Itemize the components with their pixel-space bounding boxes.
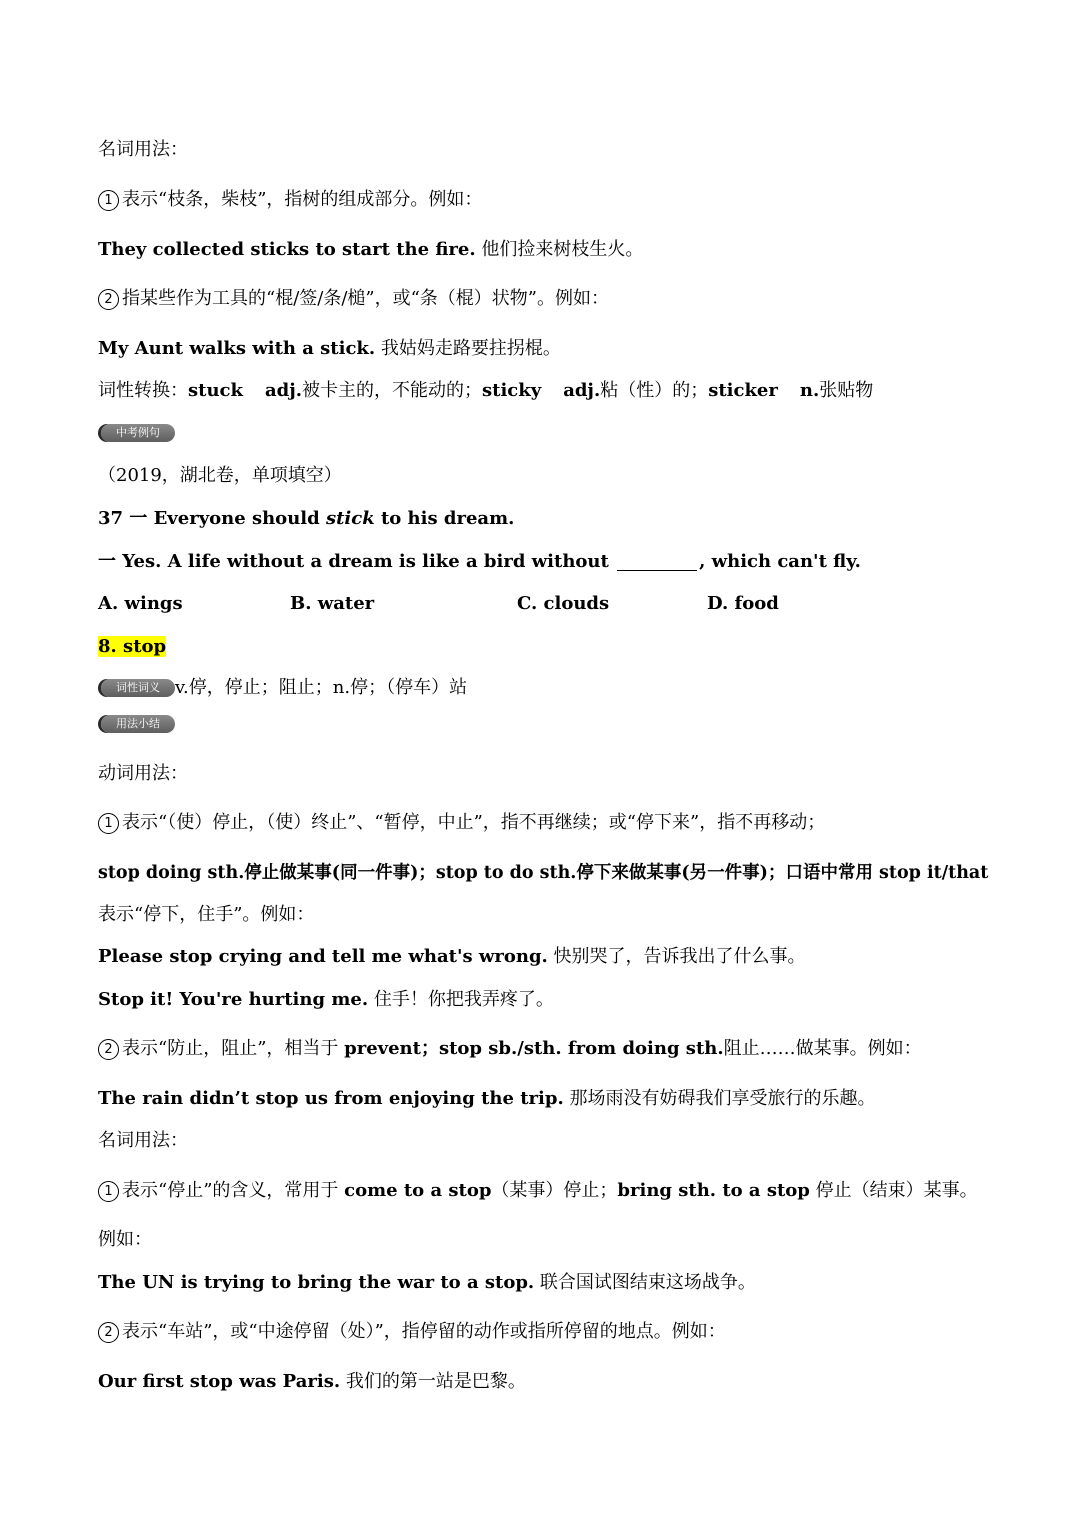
noun-usage-heading: 名词用法： [98, 139, 188, 160]
word-conversion: 词性转换：stuck adj.被卡主的，不能动的；sticky adj.粘（性）的；sticker n.张贴物 [98, 380, 874, 401]
circled-number-1: 1 [98, 1181, 119, 1202]
circled-number-1: 1 [98, 190, 119, 211]
question-source: （2019，湖北卷，单项填空） [98, 465, 342, 486]
noun-item-2: 2 指某些作为工具的“棍/签/条/槌”，或“条（棍）状物”。例如： [98, 287, 609, 311]
answer-options [0, 592, 1080, 616]
example-sentence: My Aunt walks with a stick. 我姑妈走路要拄拐棍。 [98, 338, 561, 359]
question-stem: 37 一 Everyone should stick to his dream. [98, 508, 515, 529]
circled-number-1: 1 [98, 813, 119, 834]
example-sentence: The rain didn’t stop us from enjoying the trip. 那场雨没有妨碍我们享受旅行的乐趣。 [98, 1088, 876, 1109]
example-label: 例如： [98, 1229, 152, 1250]
verb-item-2: 2 表示“防止，阻止”，相当于 prevent；stop sb./sth. from doing sth.阻止……做某事。例如： [98, 1037, 922, 1061]
question-answer-line: 一 Yes. A life without a dream is like a bird without , which can't fly. [98, 551, 861, 572]
usage-summary-badge: 用法小结 [101, 715, 175, 733]
option-a: A. wings [98, 593, 183, 614]
example-sentence: They collected sticks to start the fire. 他们捡来树枝生火。 [98, 239, 644, 260]
word-heading [98, 635, 166, 659]
circled-number-2: 2 [98, 289, 119, 310]
option-b: B. water [290, 593, 375, 614]
verb-item-1-detail: stop doing sth.停止做某事(同一件事)；stop to do sth.停下来做某事(另一件事)；口语中常用 stop it/that [98, 863, 989, 883]
example-sentence: Our first stop was Paris. 我们的第一站是巴黎。 [98, 1371, 526, 1392]
highlighted-word: 8. stop [98, 636, 167, 657]
noun-item-1b: 1 表示“停止”的含义，常用于 come to a stop（某事）停止；bring sth. to a stop 停止（结束）某事。 [98, 1179, 978, 1203]
option-c: C. clouds [517, 593, 610, 614]
example-sentence: Please stop crying and tell me what's wrong. 快别哭了，告诉我出了什么事。 [98, 946, 806, 967]
verb-item-1-note: 表示“停下，住手”。例如： [98, 904, 315, 925]
option-d: D. food [707, 593, 779, 614]
noun-item-1: 1 表示“枝条，柴枝”，指树的组成部分。例如： [98, 188, 482, 212]
verb-usage-heading: 动词用法： [98, 763, 188, 784]
part-of-speech-badge: 词性词义 [101, 679, 175, 697]
answer-blank [617, 552, 697, 571]
circled-number-2: 2 [98, 1322, 119, 1343]
circled-number-2: 2 [98, 1039, 119, 1060]
part-of-speech-row: 词性词义 v.停，停止；阻止；n.停；（停车）站 [98, 676, 467, 700]
noun-item-2b: 2 表示“车站”，或“中途停留（处）”，指停留的动作或指所停留的地点。例如： [98, 1320, 726, 1344]
verb-item-1: 1 表示“（使）停止，（使）终止”、“暂停，中止”，指不再继续；或“停下来”，指不再移动； [98, 811, 825, 835]
noun-usage-heading-2: 名词用法： [98, 1130, 188, 1151]
exam-example-badge-row [98, 421, 175, 445]
example-sentence: The UN is trying to bring the war to a stop. 联合国试图结束这场战争。 [98, 1272, 756, 1293]
usage-summary-badge-row [98, 712, 175, 736]
example-sentence: Stop it! You're hurting me. 住手！你把我弄疼了。 [98, 989, 554, 1010]
exam-example-badge: 中考例句 [101, 424, 175, 442]
